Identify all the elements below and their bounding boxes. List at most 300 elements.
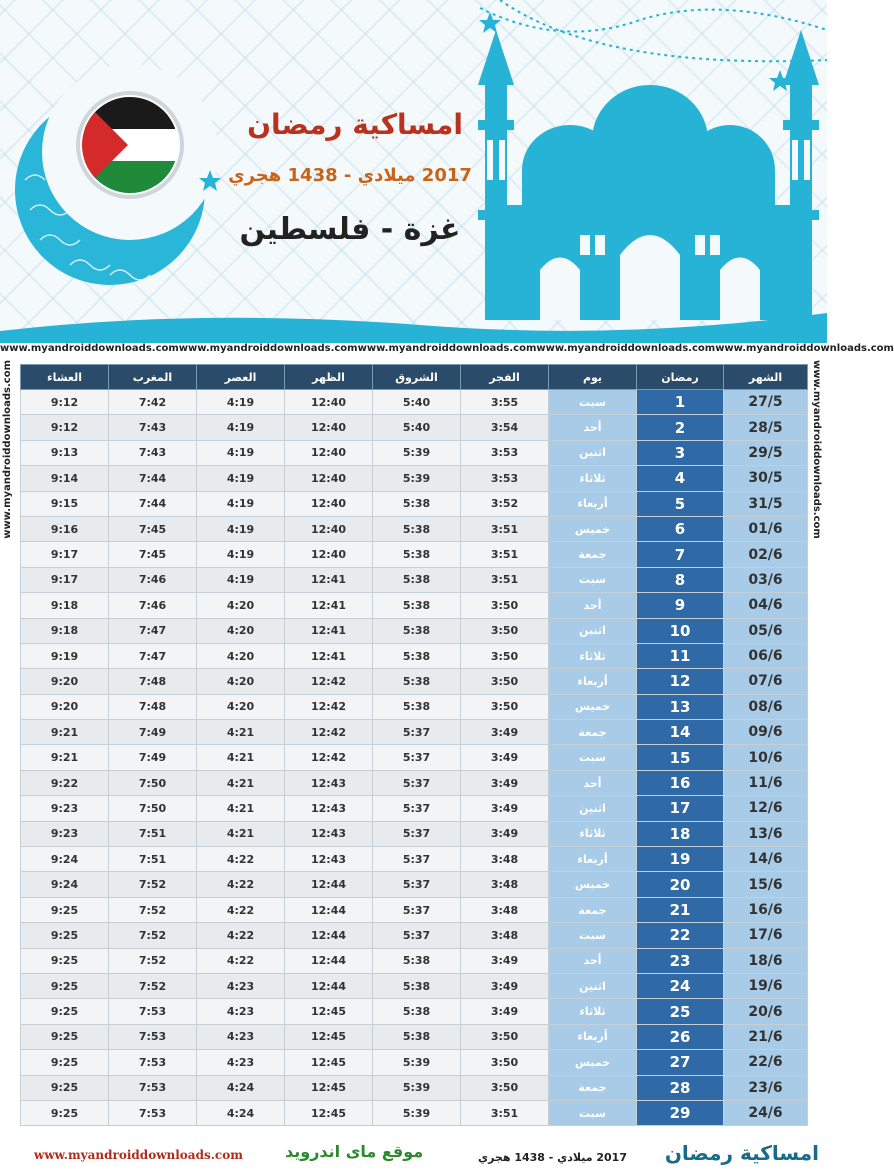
maghrib-time: 7:45 bbox=[109, 516, 197, 541]
table-row bbox=[21, 973, 808, 998]
isha-time: 9:25 bbox=[21, 948, 109, 973]
dhuhr-time: 12:41 bbox=[285, 567, 373, 592]
fajr-time: 3:49 bbox=[461, 720, 549, 745]
table-row bbox=[21, 872, 808, 897]
page-title: امساكية رمضان bbox=[247, 108, 463, 141]
ramadan-day: 28 bbox=[637, 1075, 724, 1100]
asr-time: 4:21 bbox=[197, 770, 285, 795]
maghrib-time: 7:43 bbox=[109, 440, 197, 465]
fajr-time: 3:49 bbox=[461, 770, 549, 795]
ramadan-day: 29 bbox=[637, 1100, 724, 1125]
column-header: المغرب bbox=[109, 365, 197, 390]
gregorian-date: 27/5 bbox=[724, 390, 808, 415]
ramadan-day: 8 bbox=[637, 567, 724, 592]
table-row bbox=[21, 1075, 808, 1100]
watermark-text: www.myandroiddownloads.com bbox=[178, 343, 358, 354]
weekday: أحد bbox=[549, 593, 637, 618]
gregorian-date: 19/6 bbox=[724, 973, 808, 998]
weekday: جمعة bbox=[549, 542, 637, 567]
table-header-row bbox=[21, 365, 808, 390]
table-row bbox=[21, 796, 808, 821]
isha-time: 9:22 bbox=[21, 770, 109, 795]
asr-time: 4:20 bbox=[197, 694, 285, 719]
maghrib-time: 7:52 bbox=[109, 897, 197, 922]
isha-time: 9:17 bbox=[21, 542, 109, 567]
ramadan-day: 25 bbox=[637, 999, 724, 1024]
asr-time: 4:23 bbox=[197, 973, 285, 998]
isha-time: 9:14 bbox=[21, 466, 109, 491]
ramadan-day: 3 bbox=[637, 440, 724, 465]
sunrise-time: 5:40 bbox=[373, 390, 461, 415]
sunrise-time: 5:37 bbox=[373, 770, 461, 795]
fajr-time: 3:55 bbox=[461, 390, 549, 415]
prayer-times-table bbox=[20, 364, 808, 1126]
weekday: أربعاء bbox=[549, 669, 637, 694]
isha-time: 9:13 bbox=[21, 440, 109, 465]
watermark-row bbox=[0, 343, 894, 359]
weekday: ثلاثاء bbox=[549, 466, 637, 491]
sunrise-time: 5:39 bbox=[373, 1075, 461, 1100]
dhuhr-time: 12:40 bbox=[285, 516, 373, 541]
fajr-time: 3:50 bbox=[461, 669, 549, 694]
asr-time: 4:19 bbox=[197, 567, 285, 592]
footer-url: www.myandroiddownloads.com bbox=[34, 1148, 243, 1162]
asr-time: 4:21 bbox=[197, 796, 285, 821]
ramadan-day: 16 bbox=[637, 770, 724, 795]
ramadan-day: 5 bbox=[637, 491, 724, 516]
footer-site-name: موقع ماى اندرويد bbox=[285, 1142, 424, 1161]
side-watermark-right bbox=[811, 360, 825, 1140]
isha-time: 9:25 bbox=[21, 1075, 109, 1100]
crescent-moon-with-flag bbox=[0, 80, 230, 300]
dhuhr-time: 12:45 bbox=[285, 1075, 373, 1100]
weekday: خميس bbox=[549, 872, 637, 897]
asr-time: 4:22 bbox=[197, 948, 285, 973]
sunrise-time: 5:38 bbox=[373, 567, 461, 592]
sunrise-time: 5:38 bbox=[373, 542, 461, 567]
asr-time: 4:20 bbox=[197, 618, 285, 643]
asr-time: 4:20 bbox=[197, 643, 285, 668]
weekday: اثنين bbox=[549, 973, 637, 998]
sunrise-time: 5:37 bbox=[373, 745, 461, 770]
weekday: أربعاء bbox=[549, 491, 637, 516]
table-row bbox=[21, 999, 808, 1024]
table-row bbox=[21, 1024, 808, 1049]
dhuhr-time: 12:41 bbox=[285, 618, 373, 643]
table-row bbox=[21, 516, 808, 541]
table-row bbox=[21, 948, 808, 973]
isha-time: 9:20 bbox=[21, 694, 109, 719]
maghrib-time: 7:53 bbox=[109, 999, 197, 1024]
gregorian-date: 12/6 bbox=[724, 796, 808, 821]
fajr-time: 3:51 bbox=[461, 516, 549, 541]
watermark-text: www.myandroiddownloads.com bbox=[715, 343, 894, 354]
weekday: سبت bbox=[549, 745, 637, 770]
isha-time: 9:17 bbox=[21, 567, 109, 592]
ramadan-day: 2 bbox=[637, 415, 724, 440]
isha-time: 9:21 bbox=[21, 720, 109, 745]
isha-time: 9:24 bbox=[21, 847, 109, 872]
asr-time: 4:19 bbox=[197, 516, 285, 541]
prayer-times-table-wrapper bbox=[20, 364, 807, 1126]
column-header: العشاء bbox=[21, 365, 109, 390]
sunrise-time: 5:37 bbox=[373, 720, 461, 745]
asr-time: 4:22 bbox=[197, 923, 285, 948]
sunrise-time: 5:37 bbox=[373, 872, 461, 897]
sunrise-time: 5:37 bbox=[373, 923, 461, 948]
table-row bbox=[21, 618, 808, 643]
isha-time: 9:25 bbox=[21, 897, 109, 922]
sunrise-time: 5:38 bbox=[373, 999, 461, 1024]
ramadan-day: 13 bbox=[637, 694, 724, 719]
dhuhr-time: 12:44 bbox=[285, 923, 373, 948]
dhuhr-time: 12:45 bbox=[285, 1100, 373, 1125]
asr-time: 4:22 bbox=[197, 847, 285, 872]
isha-time: 9:15 bbox=[21, 491, 109, 516]
isha-time: 9:16 bbox=[21, 516, 109, 541]
table-body bbox=[21, 390, 808, 1126]
maghrib-time: 7:53 bbox=[109, 1024, 197, 1049]
dhuhr-time: 12:44 bbox=[285, 897, 373, 922]
fajr-time: 3:50 bbox=[461, 618, 549, 643]
sunrise-time: 5:38 bbox=[373, 593, 461, 618]
maghrib-time: 7:49 bbox=[109, 745, 197, 770]
dhuhr-time: 12:42 bbox=[285, 745, 373, 770]
header-banner bbox=[0, 0, 827, 343]
gregorian-date: 14/6 bbox=[724, 847, 808, 872]
asr-time: 4:22 bbox=[197, 897, 285, 922]
weekday: ثلاثاء bbox=[549, 999, 637, 1024]
fajr-time: 3:53 bbox=[461, 440, 549, 465]
dhuhr-time: 12:40 bbox=[285, 542, 373, 567]
weekday: خميس bbox=[549, 694, 637, 719]
weekday: سبت bbox=[549, 567, 637, 592]
dhuhr-time: 12:43 bbox=[285, 796, 373, 821]
weekday: اثنين bbox=[549, 440, 637, 465]
maghrib-time: 7:51 bbox=[109, 847, 197, 872]
dhuhr-time: 12:43 bbox=[285, 821, 373, 846]
gregorian-date: 09/6 bbox=[724, 720, 808, 745]
maghrib-time: 7:46 bbox=[109, 567, 197, 592]
city-title: غزة - فلسطين bbox=[239, 212, 461, 247]
gregorian-date: 13/6 bbox=[724, 821, 808, 846]
header-wave-divider bbox=[0, 303, 827, 343]
sunrise-time: 5:38 bbox=[373, 669, 461, 694]
gregorian-date: 10/6 bbox=[724, 745, 808, 770]
ramadan-day: 10 bbox=[637, 618, 724, 643]
table-row bbox=[21, 643, 808, 668]
maghrib-time: 7:52 bbox=[109, 973, 197, 998]
sunrise-time: 5:38 bbox=[373, 694, 461, 719]
dhuhr-time: 12:44 bbox=[285, 948, 373, 973]
sunrise-time: 5:38 bbox=[373, 948, 461, 973]
weekday: ثلاثاء bbox=[549, 821, 637, 846]
maghrib-time: 7:53 bbox=[109, 1100, 197, 1125]
table-row bbox=[21, 770, 808, 795]
gregorian-date: 16/6 bbox=[724, 897, 808, 922]
maghrib-time: 7:50 bbox=[109, 796, 197, 821]
mosque-illustration bbox=[470, 30, 827, 320]
maghrib-time: 7:52 bbox=[109, 923, 197, 948]
gregorian-date: 06/6 bbox=[724, 643, 808, 668]
ramadan-day: 17 bbox=[637, 796, 724, 821]
asr-time: 4:19 bbox=[197, 542, 285, 567]
gregorian-date: 02/6 bbox=[724, 542, 808, 567]
ramadan-day: 4 bbox=[637, 466, 724, 491]
weekday: أربعاء bbox=[549, 847, 637, 872]
dhuhr-time: 12:44 bbox=[285, 872, 373, 897]
isha-time: 9:24 bbox=[21, 872, 109, 897]
fajr-time: 3:48 bbox=[461, 923, 549, 948]
dhuhr-time: 12:40 bbox=[285, 390, 373, 415]
fajr-time: 3:51 bbox=[461, 567, 549, 592]
ramadan-day: 22 bbox=[637, 923, 724, 948]
fajr-time: 3:50 bbox=[461, 1050, 549, 1075]
column-header: رمضان bbox=[637, 365, 724, 390]
asr-time: 4:19 bbox=[197, 491, 285, 516]
asr-time: 4:20 bbox=[197, 593, 285, 618]
dhuhr-time: 12:41 bbox=[285, 593, 373, 618]
gregorian-date: 03/6 bbox=[724, 567, 808, 592]
side-watermark-left bbox=[2, 360, 16, 1140]
sunrise-time: 5:39 bbox=[373, 440, 461, 465]
ramadan-day: 27 bbox=[637, 1050, 724, 1075]
asr-time: 4:24 bbox=[197, 1075, 285, 1100]
fajr-time: 3:49 bbox=[461, 745, 549, 770]
table-row bbox=[21, 567, 808, 592]
dhuhr-time: 12:45 bbox=[285, 999, 373, 1024]
dhuhr-time: 12:40 bbox=[285, 440, 373, 465]
fajr-time: 3:50 bbox=[461, 694, 549, 719]
asr-time: 4:24 bbox=[197, 1100, 285, 1125]
column-header: الشروق bbox=[373, 365, 461, 390]
isha-time: 9:23 bbox=[21, 796, 109, 821]
isha-time: 9:12 bbox=[21, 390, 109, 415]
table-row bbox=[21, 466, 808, 491]
asr-time: 4:21 bbox=[197, 745, 285, 770]
fajr-time: 3:49 bbox=[461, 973, 549, 998]
table-row bbox=[21, 847, 808, 872]
side-watermark-text: www.myandroiddownloads.com bbox=[811, 360, 822, 539]
weekday: سبت bbox=[549, 923, 637, 948]
maghrib-time: 7:44 bbox=[109, 491, 197, 516]
table-row bbox=[21, 745, 808, 770]
sunrise-time: 5:38 bbox=[373, 618, 461, 643]
table-row bbox=[21, 542, 808, 567]
gregorian-date: 07/6 bbox=[724, 669, 808, 694]
sunrise-time: 5:39 bbox=[373, 466, 461, 491]
weekday: اثنين bbox=[549, 618, 637, 643]
gregorian-date: 20/6 bbox=[724, 999, 808, 1024]
dhuhr-time: 12:40 bbox=[285, 415, 373, 440]
fajr-time: 3:49 bbox=[461, 796, 549, 821]
gregorian-date: 28/5 bbox=[724, 415, 808, 440]
isha-time: 9:21 bbox=[21, 745, 109, 770]
table-row bbox=[21, 669, 808, 694]
sunrise-time: 5:37 bbox=[373, 897, 461, 922]
fajr-time: 3:54 bbox=[461, 415, 549, 440]
isha-time: 9:25 bbox=[21, 1024, 109, 1049]
table-row bbox=[21, 593, 808, 618]
gregorian-date: 05/6 bbox=[724, 618, 808, 643]
watermark-text: www.myandroiddownloads.com bbox=[0, 343, 179, 354]
asr-time: 4:23 bbox=[197, 1024, 285, 1049]
fajr-time: 3:49 bbox=[461, 999, 549, 1024]
weekday: جمعة bbox=[549, 897, 637, 922]
sunrise-time: 5:39 bbox=[373, 1050, 461, 1075]
ramadan-day: 15 bbox=[637, 745, 724, 770]
table-row bbox=[21, 694, 808, 719]
asr-time: 4:23 bbox=[197, 999, 285, 1024]
table-row bbox=[21, 1100, 808, 1125]
weekday: جمعة bbox=[549, 720, 637, 745]
footer-dates: 2017 ميلادي - 1438 هجري bbox=[478, 1151, 627, 1164]
maghrib-time: 7:50 bbox=[109, 770, 197, 795]
maghrib-time: 7:52 bbox=[109, 872, 197, 897]
maghrib-time: 7:47 bbox=[109, 643, 197, 668]
ramadan-day: 9 bbox=[637, 593, 724, 618]
watermark-text: www.myandroiddownloads.com bbox=[536, 343, 716, 354]
sunrise-time: 5:37 bbox=[373, 847, 461, 872]
isha-time: 9:20 bbox=[21, 669, 109, 694]
ramadan-day: 26 bbox=[637, 1024, 724, 1049]
table-row bbox=[21, 923, 808, 948]
sunrise-time: 5:38 bbox=[373, 516, 461, 541]
maghrib-time: 7:43 bbox=[109, 415, 197, 440]
table-row bbox=[21, 897, 808, 922]
gregorian-date: 18/6 bbox=[724, 948, 808, 973]
weekday: أحد bbox=[549, 770, 637, 795]
side-watermark-text: www.myandroiddownloads.com bbox=[2, 360, 13, 539]
gregorian-date: 01/6 bbox=[724, 516, 808, 541]
sunrise-time: 5:38 bbox=[373, 491, 461, 516]
gregorian-date: 23/6 bbox=[724, 1075, 808, 1100]
ramadan-day: 12 bbox=[637, 669, 724, 694]
footer-title: امساكية رمضان bbox=[664, 1141, 819, 1165]
gregorian-date: 04/6 bbox=[724, 593, 808, 618]
ramadan-day: 23 bbox=[637, 948, 724, 973]
ramadan-day: 18 bbox=[637, 821, 724, 846]
gregorian-date: 21/6 bbox=[724, 1024, 808, 1049]
column-header: الشهر bbox=[724, 365, 808, 390]
maghrib-time: 7:53 bbox=[109, 1075, 197, 1100]
asr-time: 4:20 bbox=[197, 669, 285, 694]
weekday: ثلاثاء bbox=[549, 643, 637, 668]
asr-time: 4:19 bbox=[197, 466, 285, 491]
weekday: اثنين bbox=[549, 796, 637, 821]
weekday: أربعاء bbox=[549, 1024, 637, 1049]
asr-time: 4:22 bbox=[197, 872, 285, 897]
weekday: جمعة bbox=[549, 1075, 637, 1100]
weekday: سبت bbox=[549, 390, 637, 415]
maghrib-time: 7:44 bbox=[109, 466, 197, 491]
column-header: الفجر bbox=[461, 365, 549, 390]
ramadan-day: 21 bbox=[637, 897, 724, 922]
isha-time: 9:12 bbox=[21, 415, 109, 440]
ramadan-day: 1 bbox=[637, 390, 724, 415]
dhuhr-time: 12:43 bbox=[285, 770, 373, 795]
gregorian-date: 22/6 bbox=[724, 1050, 808, 1075]
sunrise-time: 5:38 bbox=[373, 973, 461, 998]
asr-time: 4:19 bbox=[197, 390, 285, 415]
dhuhr-time: 12:42 bbox=[285, 720, 373, 745]
ramadan-day: 7 bbox=[637, 542, 724, 567]
fajr-time: 3:50 bbox=[461, 1075, 549, 1100]
fajr-time: 3:48 bbox=[461, 872, 549, 897]
weekday: خميس bbox=[549, 1050, 637, 1075]
maghrib-time: 7:48 bbox=[109, 669, 197, 694]
sunrise-time: 5:40 bbox=[373, 415, 461, 440]
table-row bbox=[21, 1050, 808, 1075]
ramadan-day: 6 bbox=[637, 516, 724, 541]
dhuhr-time: 12:45 bbox=[285, 1050, 373, 1075]
year-subtitle: 2017 ميلادي - 1438 هجري bbox=[228, 165, 472, 186]
table-row bbox=[21, 821, 808, 846]
dhuhr-time: 12:40 bbox=[285, 466, 373, 491]
gregorian-date: 15/6 bbox=[724, 872, 808, 897]
ramadan-day: 14 bbox=[637, 720, 724, 745]
maghrib-time: 7:49 bbox=[109, 720, 197, 745]
maghrib-time: 7:51 bbox=[109, 821, 197, 846]
gregorian-date: 17/6 bbox=[724, 923, 808, 948]
weekday: خميس bbox=[549, 516, 637, 541]
gregorian-date: 11/6 bbox=[724, 770, 808, 795]
maghrib-time: 7:42 bbox=[109, 390, 197, 415]
isha-time: 9:25 bbox=[21, 973, 109, 998]
asr-time: 4:23 bbox=[197, 1050, 285, 1075]
table-row bbox=[21, 415, 808, 440]
fajr-time: 3:50 bbox=[461, 1024, 549, 1049]
fajr-time: 3:51 bbox=[461, 1100, 549, 1125]
fajr-time: 3:50 bbox=[461, 593, 549, 618]
ramadan-day: 19 bbox=[637, 847, 724, 872]
dhuhr-time: 12:43 bbox=[285, 847, 373, 872]
maghrib-time: 7:48 bbox=[109, 694, 197, 719]
sunrise-time: 5:37 bbox=[373, 821, 461, 846]
isha-time: 9:18 bbox=[21, 593, 109, 618]
fajr-time: 3:53 bbox=[461, 466, 549, 491]
maghrib-time: 7:52 bbox=[109, 948, 197, 973]
fajr-time: 3:48 bbox=[461, 897, 549, 922]
fajr-time: 3:49 bbox=[461, 948, 549, 973]
dhuhr-time: 12:40 bbox=[285, 491, 373, 516]
maghrib-time: 7:45 bbox=[109, 542, 197, 567]
asr-time: 4:21 bbox=[197, 821, 285, 846]
column-header: يوم bbox=[549, 365, 637, 390]
isha-time: 9:25 bbox=[21, 1100, 109, 1125]
asr-time: 4:21 bbox=[197, 720, 285, 745]
maghrib-time: 7:47 bbox=[109, 618, 197, 643]
gregorian-date: 31/5 bbox=[724, 491, 808, 516]
dhuhr-time: 12:42 bbox=[285, 669, 373, 694]
ramadan-day: 24 bbox=[637, 973, 724, 998]
maghrib-time: 7:46 bbox=[109, 593, 197, 618]
column-header: الظهر bbox=[285, 365, 373, 390]
isha-time: 9:25 bbox=[21, 923, 109, 948]
asr-time: 4:19 bbox=[197, 415, 285, 440]
fajr-time: 3:49 bbox=[461, 821, 549, 846]
dhuhr-time: 12:42 bbox=[285, 694, 373, 719]
isha-time: 9:25 bbox=[21, 1050, 109, 1075]
isha-time: 9:19 bbox=[21, 643, 109, 668]
ramadan-day: 11 bbox=[637, 643, 724, 668]
fajr-time: 3:51 bbox=[461, 542, 549, 567]
sunrise-time: 5:37 bbox=[373, 796, 461, 821]
gregorian-date: 30/5 bbox=[724, 466, 808, 491]
table-row bbox=[21, 491, 808, 516]
fajr-time: 3:50 bbox=[461, 643, 549, 668]
sunrise-time: 5:38 bbox=[373, 643, 461, 668]
